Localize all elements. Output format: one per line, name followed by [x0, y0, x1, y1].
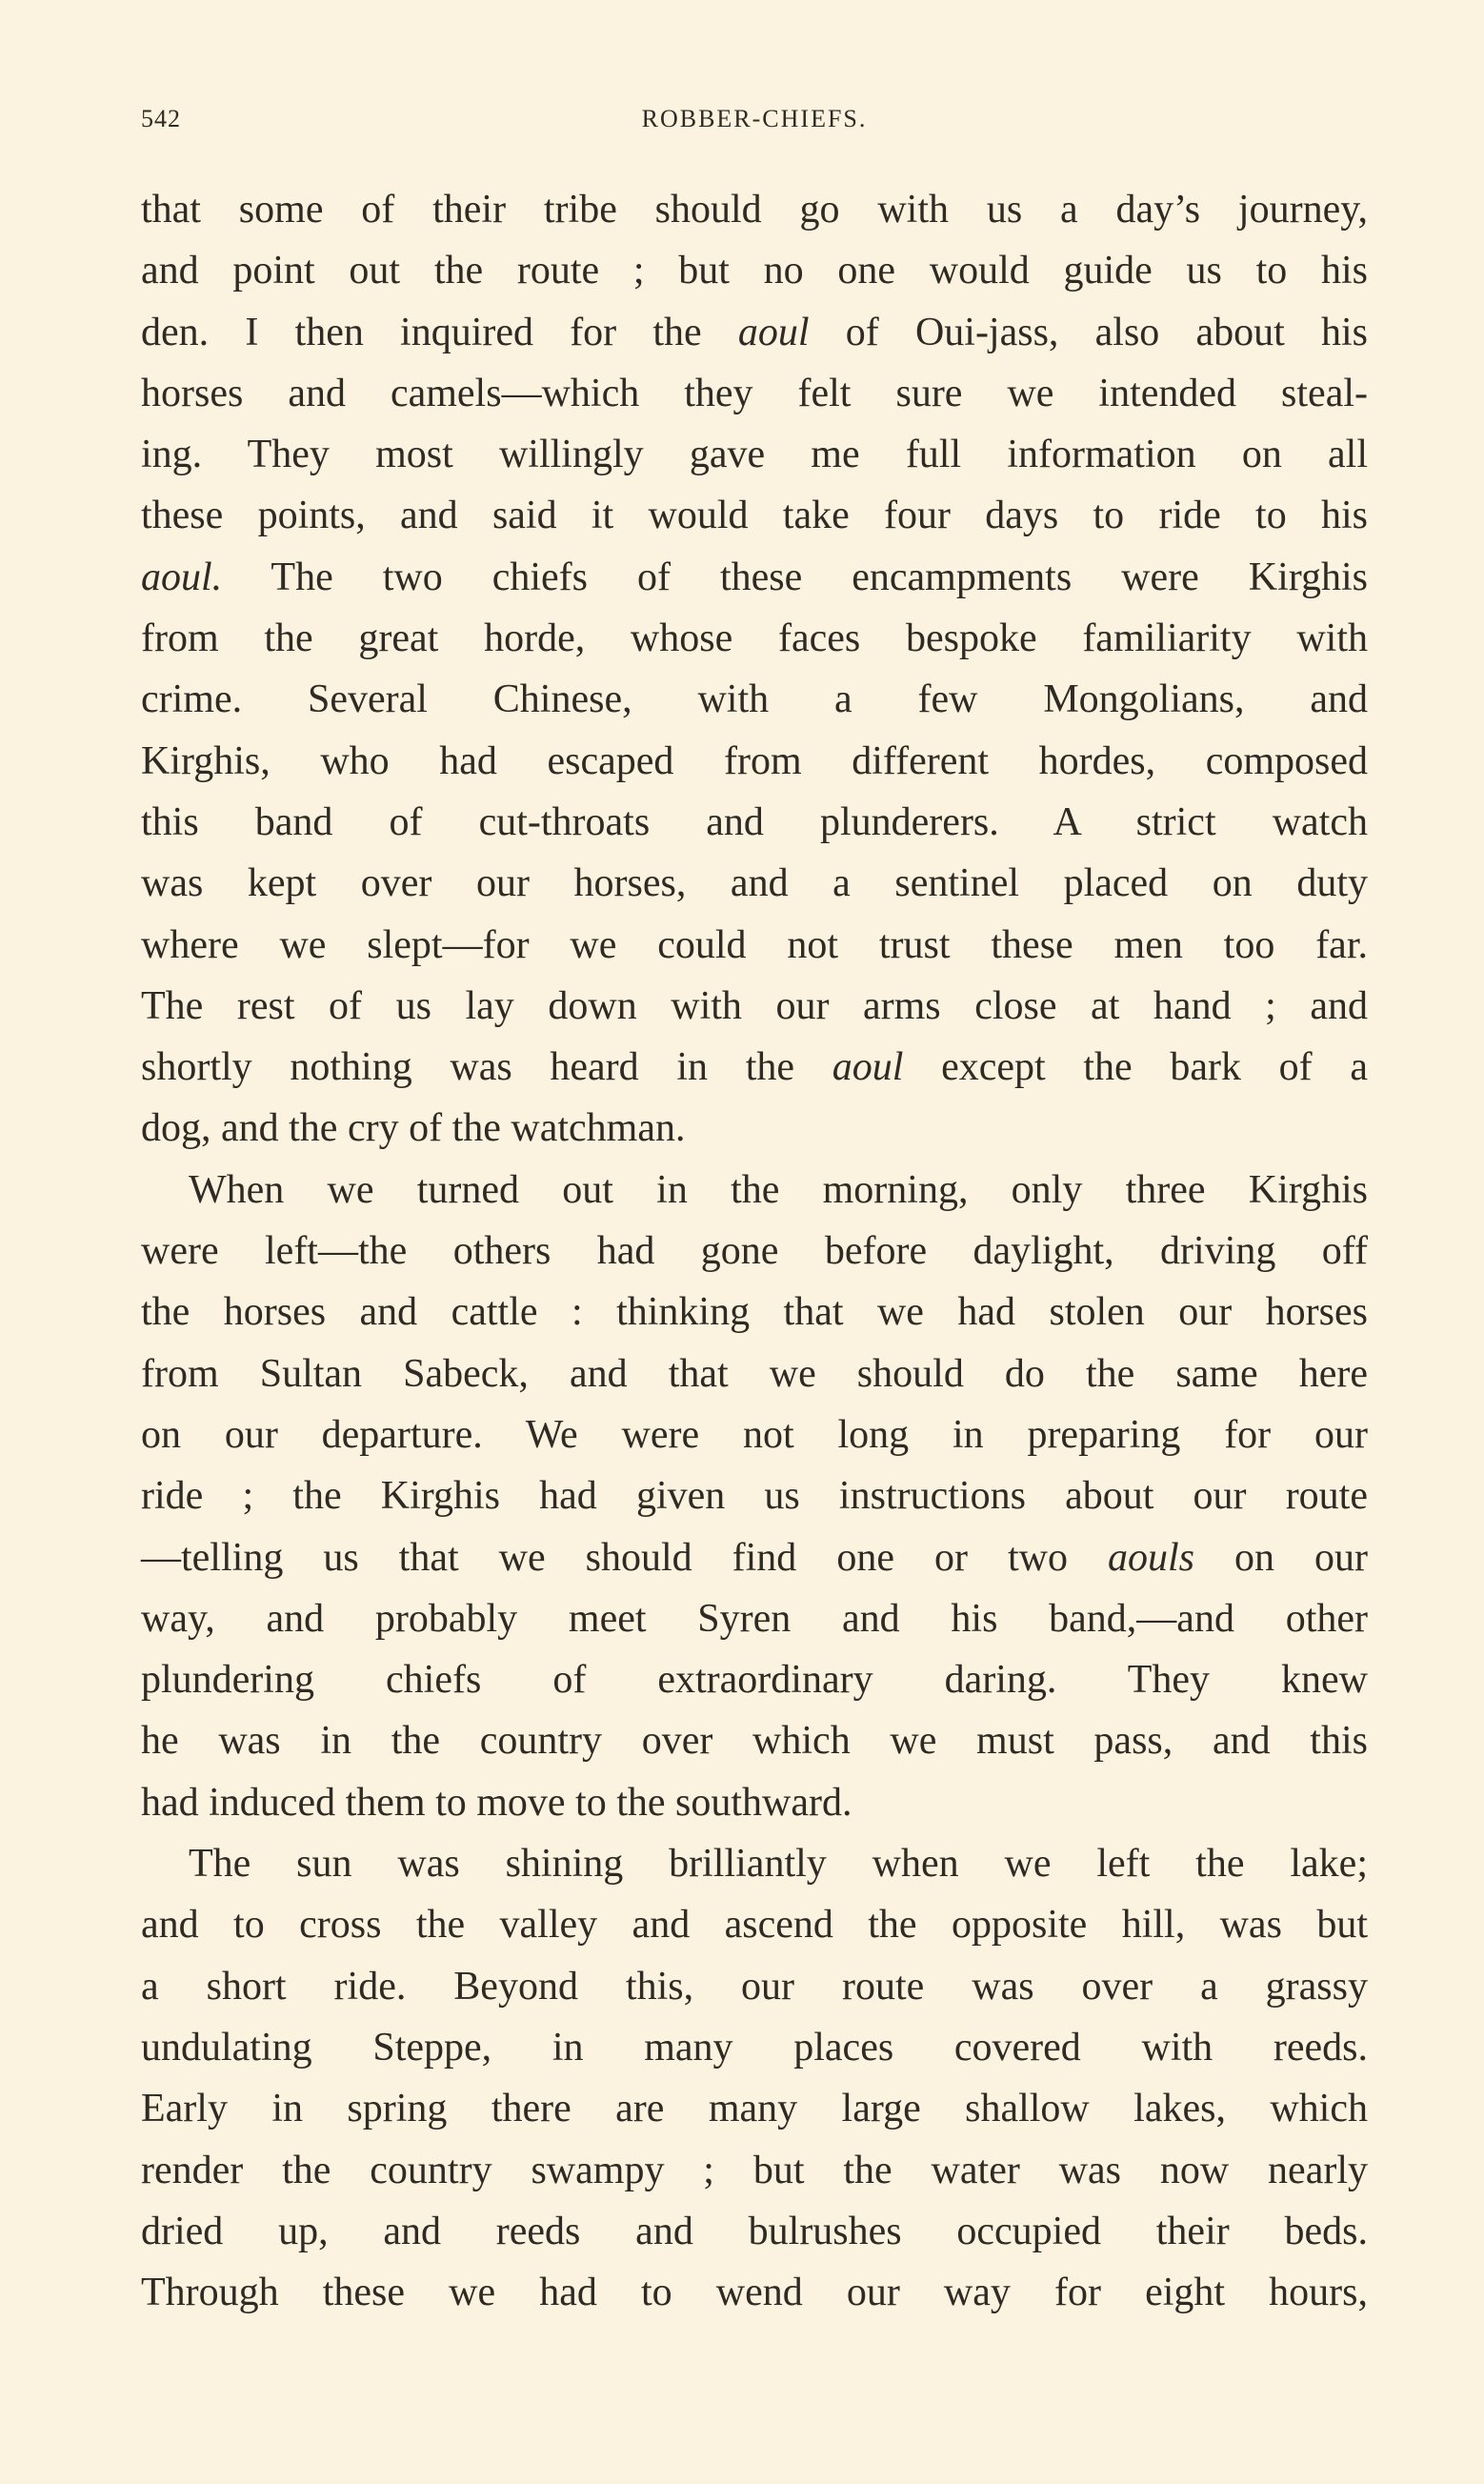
- text-line: dried up, and reeds and bulrushes occupied their beds.: [141, 2209, 1368, 2253]
- text-line: and point out the route ; but no one would guide us to his: [141, 249, 1368, 293]
- italic-word: aoul: [832, 1045, 904, 1090]
- text-line: ride ; the Kirghis had given us instructions about our route: [141, 1474, 1368, 1519]
- page-number: 542: [141, 105, 181, 132]
- text-line: a short ride. Beyond this, our route was over a grassy: [141, 1964, 1368, 2009]
- text-line: on our departure. We were not long in preparing for our: [141, 1412, 1368, 1457]
- text-line: had induced them to move to the southward.: [141, 1780, 852, 1825]
- text-line: crime. Several Chinese, with a few Mongolians, and: [141, 677, 1368, 722]
- text-line: The rest of us lay down with our arms close at hand ; and: [141, 983, 1368, 1028]
- text-line: When we turned out in the morning, only three Kirghis: [189, 1167, 1368, 1212]
- text-line: shortly nothing was heard in the aoul except the bark of a: [141, 1045, 1368, 1090]
- text-line: way, and probably meet Syren and his band,—and other: [141, 1596, 1368, 1641]
- text-line: from Sultan Sabeck, and that we should do the same here: [141, 1351, 1368, 1396]
- text-line: ing. They most willingly gave me full information on all: [141, 433, 1368, 477]
- text-line: were left—the others had gone before daylight, driving off: [141, 1229, 1368, 1274]
- running-title: ROBBER-CHIEFS.: [641, 105, 868, 132]
- text-line: The sun was shining brilliantly when we left the lake;: [189, 1842, 1368, 1887]
- text-line: these points, and said it would take four days to ride to his: [141, 494, 1368, 538]
- text-line: was kept over our horses, and a sentinel placed on duty: [141, 861, 1368, 906]
- text-line: aoul. The two chiefs of these encampments were Kirghis: [141, 555, 1368, 599]
- text-line: horses and camels—which they felt sure we intended steal-: [141, 371, 1368, 415]
- text-line: Early in spring there are many large shallow lakes, which: [141, 2087, 1368, 2131]
- italic-word: aoul: [737, 310, 810, 354]
- text-line: where we slept—for we could not trust these men too far.: [141, 922, 1368, 967]
- body-text: [141, 179, 1368, 2323]
- text-line: plundering chiefs of extraordinary daring. They knew: [141, 1658, 1368, 1703]
- text-line: Through these we had to wend our way for eight hours,: [141, 2271, 1368, 2315]
- text-line: he was in the country over which we must pass, and this: [141, 1719, 1368, 1764]
- text-line: den. I then inquired for the aoul of Oui-jass, also about his: [141, 310, 1369, 354]
- italic-word: aoul.: [141, 555, 223, 599]
- text-line: undulating Steppe, in many places covered with reeds.: [141, 2025, 1368, 2070]
- text-line: that some of their tribe should go with us a day’s journey,: [141, 188, 1368, 232]
- page-header: [141, 99, 1368, 139]
- text-line: the horses and cattle : thinking that we had stolen our horses: [141, 1290, 1368, 1335]
- text-line: this band of cut-throats and plunderers. A strict watch: [141, 799, 1368, 844]
- text-line: and to cross the valley and ascend the opposite hill, was but: [141, 1903, 1368, 1948]
- text-line: —telling us that we should find one or two aouls on our: [141, 1535, 1368, 1580]
- italic-word: aouls: [1107, 1535, 1194, 1580]
- text-line: from the great horde, whose faces bespoke familiarity with: [141, 616, 1368, 661]
- text-line: render the country swampy ; but the water was now nearly: [141, 2148, 1368, 2192]
- text-line: Kirghis, who had escaped from different hordes, composed: [141, 738, 1368, 783]
- text-line: dog, and the cry of the watchman.: [141, 1106, 686, 1151]
